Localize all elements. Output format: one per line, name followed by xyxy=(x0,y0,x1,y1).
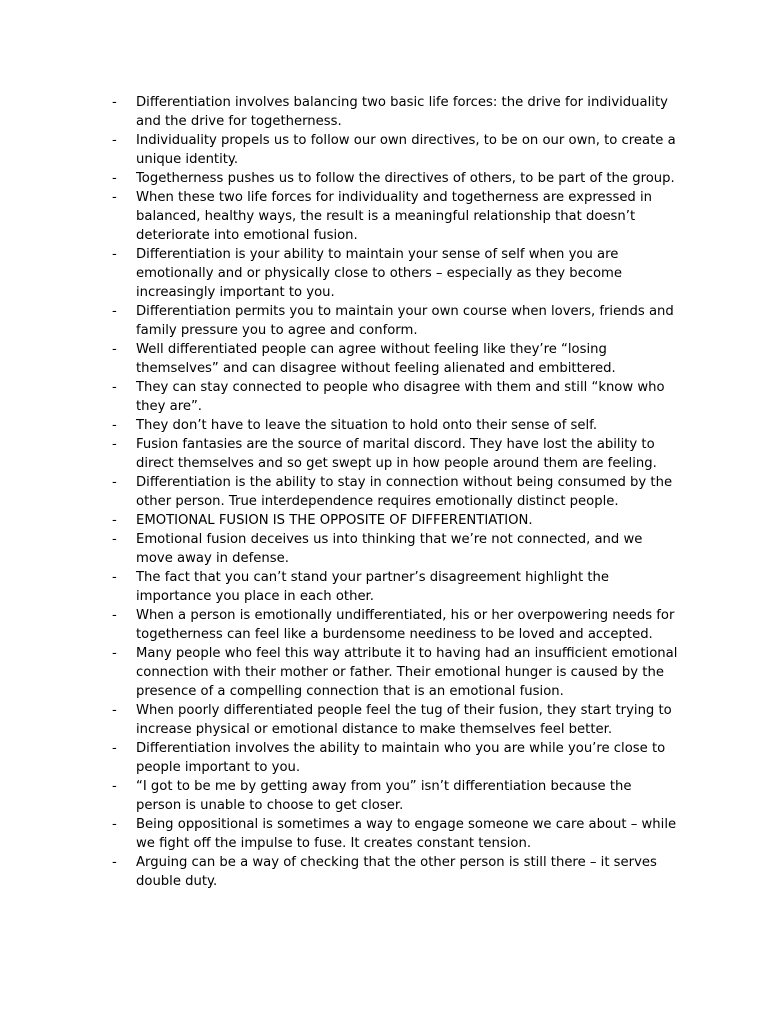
bullet-dash: - xyxy=(112,133,117,148)
bullet-dash: - xyxy=(112,608,117,623)
list-item-text: Being oppositional is sometimes a way to engage someone we care about – while we fight off the impulse to fuse. It creates constant tension. xyxy=(136,817,677,851)
list-item-text: They can stay connected to people who disagree with them and still “know who they are”. xyxy=(136,380,665,414)
list-item xyxy=(110,131,680,169)
list-item-text: Differentiation involves balancing two basic life forces: the drive for individuality and the drive for togetherness. xyxy=(136,95,668,129)
bullet-dash: - xyxy=(112,475,117,490)
list-item xyxy=(110,245,680,302)
bullet-dash: - xyxy=(112,437,117,452)
list-item xyxy=(110,606,680,644)
bullet-dash: - xyxy=(112,779,117,794)
list-item xyxy=(110,739,680,777)
bullet-dash: - xyxy=(112,646,117,661)
bullet-dash: - xyxy=(112,190,117,205)
list-item-text: Differentiation permits you to maintain your own course when lovers, friends and family pressure you to agree and conform. xyxy=(136,304,674,338)
list-item xyxy=(110,511,680,530)
list-item xyxy=(110,169,680,188)
bullet-list xyxy=(110,93,680,891)
list-item-text: Emotional fusion deceives us into thinking that we’re not connected, and we move away in defense. xyxy=(136,532,643,566)
bullet-dash: - xyxy=(112,418,117,433)
list-item-text: Fusion fantasies are the source of marital discord. They have lost the ability to direct themselves and so get swept up in how people around them are feeling. xyxy=(136,437,657,471)
list-item xyxy=(110,815,680,853)
bullet-dash: - xyxy=(112,304,117,319)
bullet-dash: - xyxy=(112,570,117,585)
list-item-text: When these two life forces for individuality and togetherness are expressed in balanced, healthy ways, the result is a meaningful relationship that doesn’t deteriorate into emotional fusion. xyxy=(136,190,653,243)
list-item-text: When a person is emotionally undifferentiated, his or her overpowering needs for togetherness can feel like a burdensome neediness to be loved and accepted. xyxy=(136,608,675,642)
list-item xyxy=(110,378,680,416)
list-item-text: When poorly differentiated people feel the tug of their fusion, they start trying to increase physical or emotional distance to make themselves feel better. xyxy=(136,703,672,737)
list-item-text: Arguing can be a way of checking that the other person is still there – it serves double duty. xyxy=(136,855,657,889)
list-item xyxy=(110,777,680,815)
list-item-text: The fact that you can’t stand your partner’s disagreement highlight the importance you place in each other. xyxy=(136,570,609,604)
bullet-dash: - xyxy=(112,855,117,870)
list-item xyxy=(110,340,680,378)
list-item-text: Differentiation involves the ability to maintain who you are while you’re close to people important to you. xyxy=(136,741,666,775)
bullet-dash: - xyxy=(112,532,117,547)
list-item xyxy=(110,530,680,568)
bullet-dash: - xyxy=(112,342,117,357)
list-item-text: Individuality propels us to follow our own directives, to be on our own, to create a unique identity. xyxy=(136,133,676,167)
bullet-dash: - xyxy=(112,171,117,186)
list-item xyxy=(110,435,680,473)
list-item-text: Differentiation is the ability to stay in connection without being consumed by the other person. True interdependence requires emotionally distinct people. xyxy=(136,475,673,509)
list-item-text: EMOTIONAL FUSION IS THE OPPOSITE OF DIFFERENTIATION. xyxy=(136,513,533,528)
bullet-dash: - xyxy=(112,741,117,756)
bullet-dash: - xyxy=(112,95,117,110)
list-item xyxy=(110,701,680,739)
list-item-text: Well differentiated people can agree without feeling like they’re “losing themselves” and can disagree without feeling alienated and embittered. xyxy=(136,342,616,376)
list-item-text: They don’t have to leave the situation to hold onto their sense of self. xyxy=(136,418,598,433)
bullet-dash: - xyxy=(112,513,117,528)
list-item xyxy=(110,188,680,245)
list-item-text: Togetherness pushes us to follow the directives of others, to be part of the group. xyxy=(136,171,675,186)
list-item xyxy=(110,416,680,435)
list-item xyxy=(110,473,680,511)
list-item xyxy=(110,302,680,340)
list-item xyxy=(110,644,680,701)
bullet-dash: - xyxy=(112,380,117,395)
bullet-dash: - xyxy=(112,247,117,262)
list-item xyxy=(110,93,680,131)
list-item xyxy=(110,568,680,606)
bullet-dash: - xyxy=(112,703,117,718)
list-item-text: Many people who feel this way attribute it to having had an insufficient emotional connection with their mother or father. Their emotional hunger is caused by the presence of a compelling connection that is an emotional fusion. xyxy=(136,646,678,699)
list-item xyxy=(110,853,680,891)
list-item-text: “I got to be me by getting away from you” isn’t differentiation because the person is unable to choose to get closer. xyxy=(136,779,632,813)
bullet-dash: - xyxy=(112,817,117,832)
list-item-text: Differentiation is your ability to maintain your sense of self when you are emotionally and or physically close to others – especially as they become increasingly important to you. xyxy=(136,247,623,300)
